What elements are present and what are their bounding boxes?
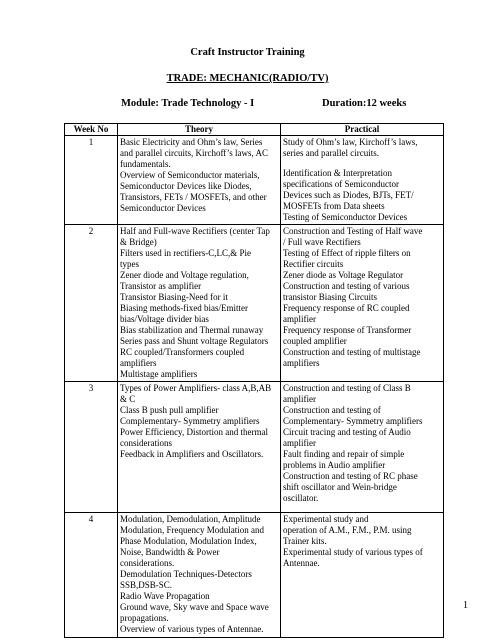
practical-line: Fault finding and repair of simple (283, 449, 405, 459)
practical-line: Identification & Interpretation (283, 168, 392, 178)
practical-line: / Full wave Rectifiers (283, 237, 361, 247)
syllabus-table (64, 123, 444, 638)
practical-line: Circuit tracing and testing of Audio (283, 427, 411, 437)
theory-line: Noise, Bandwidth & Power (120, 547, 220, 557)
practical-line: Frequency response of RC coupled (283, 303, 410, 313)
theory-line: Zener diode and Voltage regulation, (120, 270, 249, 280)
theory-line: Modulation, Demodulation, Amplitude (120, 514, 261, 524)
week-number-cell: 4 (65, 513, 118, 638)
duration-label: Duration:12 weeks (322, 98, 407, 109)
theory-cell (118, 513, 281, 638)
practical-cell (281, 382, 444, 513)
theory-cell (118, 382, 281, 513)
column-header-week: Week No (65, 124, 118, 136)
theory-line: SSB,DSB-SC. (120, 580, 173, 590)
practical-line (283, 159, 441, 168)
practical-line: Experimental study of various types of (283, 547, 423, 557)
theory-line: Transistor Biasing-Need for it (120, 292, 228, 302)
practical-line: Construction and Testing of Half wave (283, 226, 423, 236)
theory-line: Demodulation Techniques-Detectors (120, 569, 252, 579)
practical-line: series and parallel circuits. (283, 148, 379, 158)
theory-line: propagations. (120, 613, 169, 623)
practical-line: Study of Ohm’s law, Kirchoff’s laws, (283, 137, 418, 147)
theory-line: & Bridge) (120, 237, 157, 247)
table-row (65, 225, 444, 382)
practical-line: operation of A.M., F.M., P.M. using (283, 525, 412, 535)
practical-line: MOSFETs from Data sheets (283, 201, 385, 211)
practical-line: Construction and testing of (283, 405, 381, 415)
theory-line: Complementary- Symmetry amplifiers (120, 416, 260, 426)
theory-line: Overview of various types of Antennae. (120, 624, 264, 634)
theory-line: types (120, 259, 139, 269)
theory-line: Overview of Semiconductor materials, (120, 170, 260, 180)
practical-cell (281, 225, 444, 382)
theory-line: Phase Modulation, Modulation Index, (120, 536, 257, 546)
practical-line: oscillator. (283, 493, 319, 503)
practical-line: Construction and testing of various (283, 281, 410, 291)
practical-cell (281, 136, 444, 225)
practical-line: transistor Biasing Circuits (283, 292, 377, 302)
practical-line: Construction and testing of RC phase (283, 471, 418, 481)
theory-line: Feedback in Amplifiers and Oscillators. (120, 449, 264, 459)
table-header-row (65, 124, 444, 136)
theory-line: Multistage amplifiers (120, 369, 198, 379)
theory-line: Ground wave, Sky wave and Space wave (120, 602, 269, 612)
table-row (65, 513, 444, 638)
table-row (65, 136, 444, 225)
theory-cell (118, 225, 281, 382)
practical-line: Testing of Effect of ripple filters on (283, 248, 411, 258)
week-number-cell: 3 (65, 382, 118, 513)
column-header-practical: Practical (281, 124, 444, 136)
theory-cell (118, 136, 281, 225)
week-number-cell: 2 (65, 225, 118, 382)
theory-line: fundamentals. (120, 159, 171, 169)
practical-line: amplifiers (283, 358, 320, 368)
practical-line: Antennae. (283, 558, 320, 568)
theory-line: considerations (120, 438, 172, 448)
document-title: Craft Instructor Training (190, 47, 305, 58)
practical-line: Testing of Semiconductor Devices (283, 212, 408, 222)
theory-line: Biasing methods-fixed bias/Emitter (120, 303, 248, 313)
theory-line: Power Efficiency, Distortion and thermal (120, 427, 268, 437)
practical-line: Experimental study and (283, 514, 369, 524)
theory-line: Class B push pull amplifier (120, 405, 219, 415)
practical-line: Rectifier circuits (283, 259, 344, 269)
practical-line: Zener diode as Voltage Regulator (283, 270, 404, 280)
trade-heading (0, 73, 495, 85)
column-header-theory: Theory (118, 124, 281, 136)
theory-line: bias/Voltage divider bias (120, 314, 209, 324)
theory-line: Basic Electricity and Ohm’s law, Series (120, 137, 263, 147)
table-row (65, 382, 444, 513)
practical-line: amplifier (283, 394, 316, 404)
practical-line: amplifier (283, 438, 316, 448)
theory-line: Half and Full-wave Rectifiers (center Tap (120, 226, 270, 236)
practical-line: shift oscillator and Wein-bridge (283, 482, 397, 492)
practical-cell (281, 513, 444, 638)
practical-line: Frequency response of Transformer (283, 325, 412, 335)
practical-line: specifications of Semiconductor (283, 179, 399, 189)
theory-line: amplifiers (120, 358, 157, 368)
table-body (65, 136, 444, 638)
theory-line: & C (120, 394, 136, 404)
theory-line: considerations. (120, 558, 175, 568)
page-number: 1 (463, 600, 468, 611)
theory-line: Series pass and Shunt voltage Regulators (120, 336, 269, 346)
theory-line: Semiconductor Devices (120, 203, 206, 213)
practical-line: Complementary- Symmetry amplifiers (283, 416, 423, 426)
module-label: Module: Trade Technology - I (121, 98, 255, 109)
practical-line: coupled amplifier (283, 336, 347, 346)
week-number-cell: 1 (65, 136, 118, 225)
practical-line: Devices such as Diodes, BJTs, FET/ (283, 190, 414, 200)
theory-line: Transistors, FETs / MOSFETs, and other (120, 192, 267, 202)
practical-line: Construction and testing of multistage (283, 347, 421, 357)
theory-line: Radio Wave Propagation (120, 591, 210, 601)
practical-line: Construction and testing of Class B (283, 383, 411, 393)
theory-line: and parallel circuits, Kirchoff’s laws, AC (120, 148, 269, 158)
theory-line: Filters used in rectifiers-C,LC,& Pie (120, 248, 251, 258)
theory-line: Modulation, Frequency Modulation and (120, 525, 264, 535)
theory-line: Semiconductor Devices like Diodes, (120, 181, 252, 191)
trade-heading-text: TRADE: MECHANIC(RADIO/TV) (166, 73, 329, 84)
theory-line: RC coupled/Transformers coupled (120, 347, 245, 357)
theory-line: Transistor as amplifier (120, 281, 202, 291)
practical-line: problems in Audio amplifier (283, 460, 386, 470)
theory-line: Types of Power Amplifiers- class A,B,AB (120, 383, 272, 393)
practical-line: Trainer kits. (283, 536, 327, 546)
practical-line: amplifier (283, 314, 316, 324)
theory-line: Bias stabilization and Thermal runaway (120, 325, 264, 335)
